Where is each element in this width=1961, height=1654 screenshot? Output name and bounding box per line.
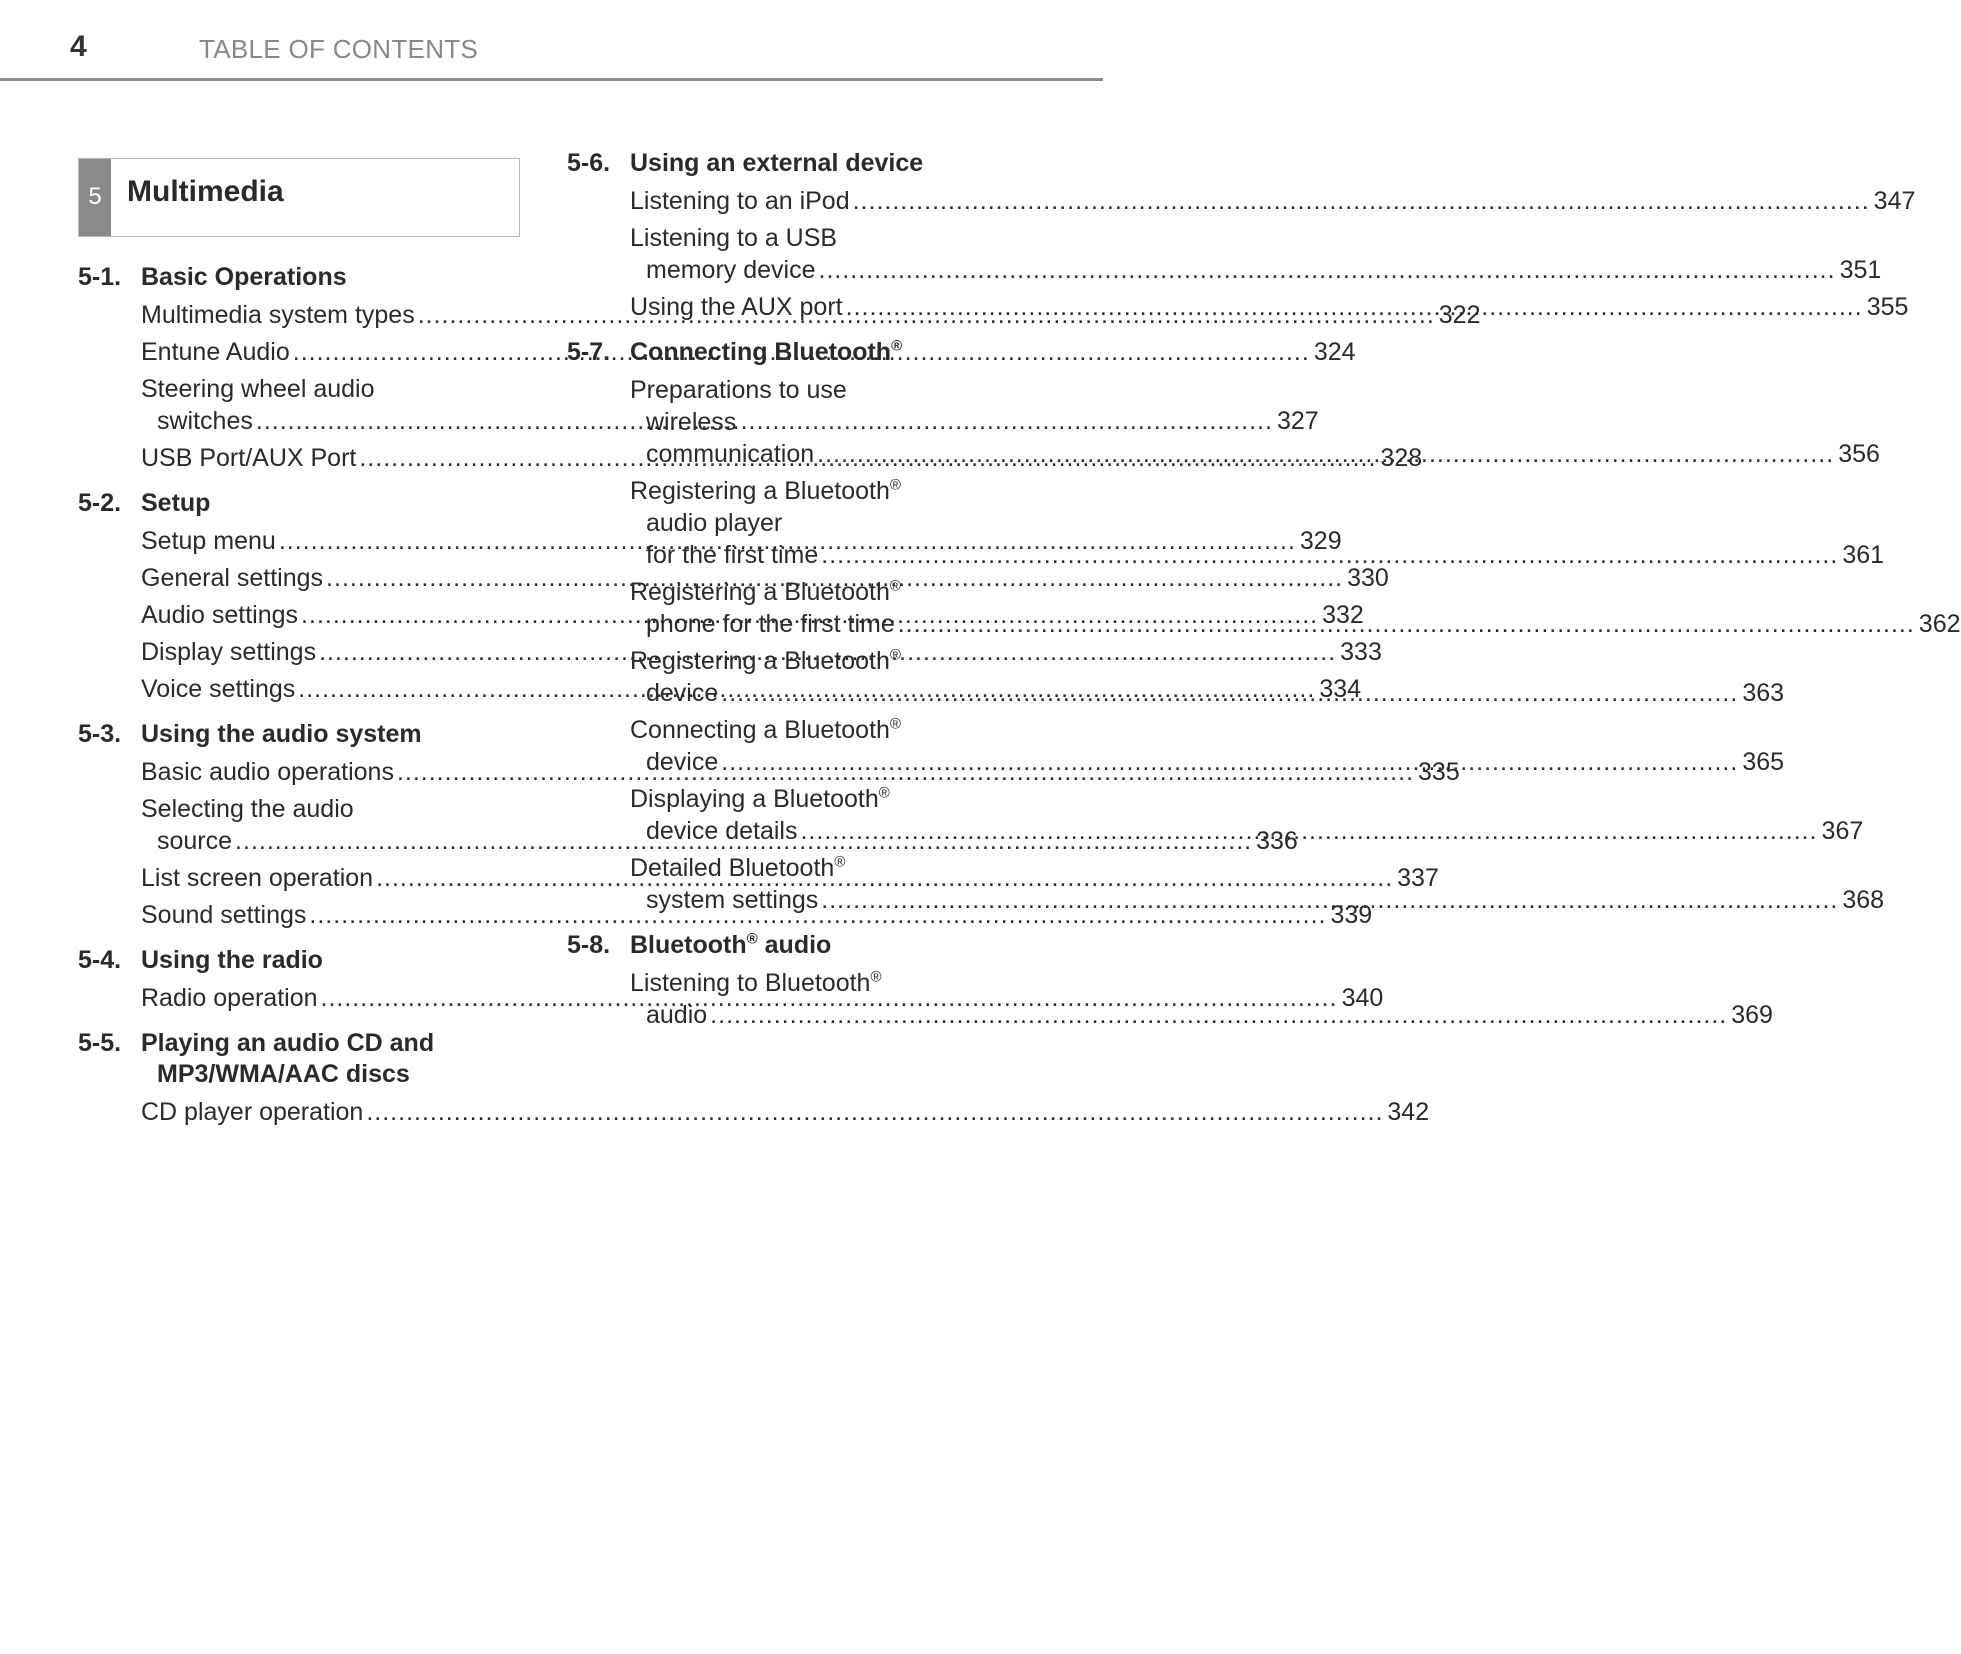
entry-page: 340 — [1341, 984, 1384, 1012]
registered-mark: ® — [878, 784, 890, 802]
page-header — [0, 0, 1103, 82]
section-title: Connecting Bluetooth — [630, 338, 892, 366]
chapter-title: Multimedia — [127, 175, 284, 208]
entry-text: Registering a Bluetooth — [630, 477, 890, 505]
dot-leader — [821, 541, 1838, 569]
entry-text: Listening to Bluetooth — [630, 969, 871, 997]
entry-page: 356 — [1838, 440, 1880, 468]
toc-section-heading[interactable] — [567, 148, 997, 179]
entry-text: USB Port/AUX Port — [141, 444, 357, 472]
section-title-suffix: audio — [757, 931, 832, 959]
section-title: Playing an audio CD and — [141, 1029, 435, 1057]
entry-text: device — [646, 748, 719, 776]
entry-page: 335 — [1418, 758, 1460, 786]
entry-page: 327 — [1276, 407, 1319, 435]
entry-page: 337 — [1397, 864, 1439, 892]
entry-page: 333 — [1340, 638, 1382, 666]
registered-mark: ® — [834, 853, 846, 871]
entry-text: Entune Audio — [141, 338, 290, 366]
entry-text: Radio operation — [141, 984, 318, 1012]
dot-leader — [819, 256, 1836, 284]
dot-leader — [898, 610, 1915, 638]
entry-text: Detailed Bluetooth — [630, 854, 835, 882]
chapter-number: 5 — [79, 159, 111, 236]
entry-text: Basic audio operations — [141, 758, 394, 786]
section-title: Basic Operations — [141, 263, 347, 291]
toc-section-heading[interactable] — [78, 719, 508, 750]
section-number: 5-8. — [567, 931, 611, 959]
section-title: Setup — [141, 489, 211, 517]
entry-text: device — [646, 679, 719, 707]
entry-text: Sound settings — [141, 901, 307, 929]
entry-text: system settings — [646, 886, 819, 914]
dot-leader — [366, 1098, 1383, 1126]
header-rule — [0, 78, 1103, 81]
registered-mark: ® — [889, 715, 901, 733]
entry-text: memory device — [646, 256, 816, 284]
entry-page: 330 — [1347, 564, 1389, 592]
entry-text: Selecting the audio — [141, 795, 354, 823]
dot-leader — [853, 187, 1870, 215]
entry-text: device details — [646, 817, 798, 845]
entry-text: for the first time — [646, 541, 819, 569]
entry-text: audio player — [646, 509, 783, 537]
entry-text: Steering wheel audio — [141, 375, 375, 403]
entry-text: communication — [646, 440, 815, 468]
entry-text: Setup menu — [141, 527, 276, 555]
registered-mark: ® — [891, 337, 903, 355]
entry-text: Listening to an iPod — [630, 187, 850, 215]
entry-text: wireless — [646, 408, 737, 436]
entry-text: Registering a Bluetooth — [630, 647, 890, 675]
entry-text: switches — [157, 407, 253, 435]
entry-text: phone for the first time — [646, 610, 895, 638]
dot-leader — [710, 1001, 1727, 1029]
toc-entry[interactable] — [630, 222, 1882, 291]
section-number: 5-3. — [78, 720, 122, 748]
toc-section-heading[interactable] — [78, 1028, 508, 1090]
header-title: TABLE OF CONTENTS — [199, 34, 479, 64]
entry-page: 351 — [1839, 256, 1882, 284]
entry-text: source — [157, 827, 233, 855]
entry-page: 365 — [1742, 748, 1785, 776]
section-title: Using the audio system — [141, 720, 422, 748]
entry-text: General settings — [141, 564, 324, 592]
entry-page: 355 — [1866, 293, 1909, 321]
dot-leader — [821, 886, 1838, 914]
section-number: 5-5. — [78, 1029, 122, 1057]
section-number: 5-4. — [78, 946, 122, 974]
section-number: 5-2. — [78, 489, 122, 517]
entry-page: 324 — [1313, 338, 1356, 366]
entry-page: 369 — [1731, 1001, 1773, 1029]
section-title: Using an external device — [630, 149, 924, 177]
entry-page: 334 — [1319, 675, 1362, 703]
toc-section-heading[interactable] — [78, 488, 508, 519]
entry-page: 322 — [1438, 301, 1481, 329]
entry-text: List screen operation — [141, 864, 374, 892]
entry-page: 367 — [1821, 817, 1864, 845]
entry-text: Registering a Bluetooth — [630, 578, 890, 606]
entry-text: CD player operation — [141, 1098, 364, 1126]
dot-leader — [800, 817, 1817, 845]
entry-page: 328 — [1380, 444, 1423, 472]
entry-text: Display settings — [141, 638, 317, 666]
entry-page: 363 — [1742, 679, 1785, 707]
entry-page: 329 — [1299, 527, 1342, 555]
entry-text: Listening to a USB — [630, 224, 838, 252]
section-title: Bluetooth — [630, 931, 747, 959]
entry-text: Voice settings — [141, 675, 296, 703]
entry-text: Audio settings — [141, 601, 299, 629]
registered-mark: ® — [746, 930, 758, 948]
entry-text: Connecting a Bluetooth — [630, 716, 890, 744]
section-number: 5-1. — [78, 263, 122, 291]
section-title: MP3/WMA/AAC discs — [157, 1060, 410, 1088]
dot-leader — [846, 293, 1863, 321]
page-number: 4 — [70, 30, 87, 63]
entry-page: 361 — [1842, 541, 1885, 569]
dot-leader — [721, 748, 1738, 776]
section-number: 5-6. — [567, 149, 611, 177]
toc-entry[interactable] — [630, 185, 1916, 222]
section-number: 5-7. — [567, 338, 611, 366]
entry-text: Multimedia system types — [141, 301, 415, 329]
entry-page: 336 — [1256, 827, 1298, 855]
entry-page: 362 — [1918, 610, 1961, 638]
dot-leader — [817, 440, 1834, 468]
toc-section-heading[interactable] — [567, 930, 997, 961]
toc-section-heading[interactable] — [78, 262, 508, 293]
toc-entry[interactable] — [141, 1096, 1430, 1133]
entry-page: 347 — [1873, 187, 1916, 215]
entry-text: Displaying a Bluetooth — [630, 785, 879, 813]
entry-text: audio — [646, 1001, 708, 1029]
entry-page: 342 — [1387, 1098, 1430, 1126]
section-title: Using the radio — [141, 946, 323, 974]
entry-text: Using the AUX port — [630, 293, 843, 321]
toc-section-heading[interactable] — [78, 945, 508, 976]
registered-mark: ® — [889, 577, 901, 595]
toc-section-heading[interactable] — [567, 337, 997, 368]
entry-page: 332 — [1322, 601, 1364, 629]
entry-page: 339 — [1330, 901, 1373, 929]
entry-text: Preparations to use — [630, 376, 847, 404]
chapter-box — [78, 158, 520, 237]
dot-leader — [721, 679, 1738, 707]
registered-mark: ® — [870, 968, 882, 986]
registered-mark: ® — [889, 646, 901, 664]
registered-mark: ® — [889, 476, 901, 494]
entry-page: 368 — [1842, 886, 1885, 914]
